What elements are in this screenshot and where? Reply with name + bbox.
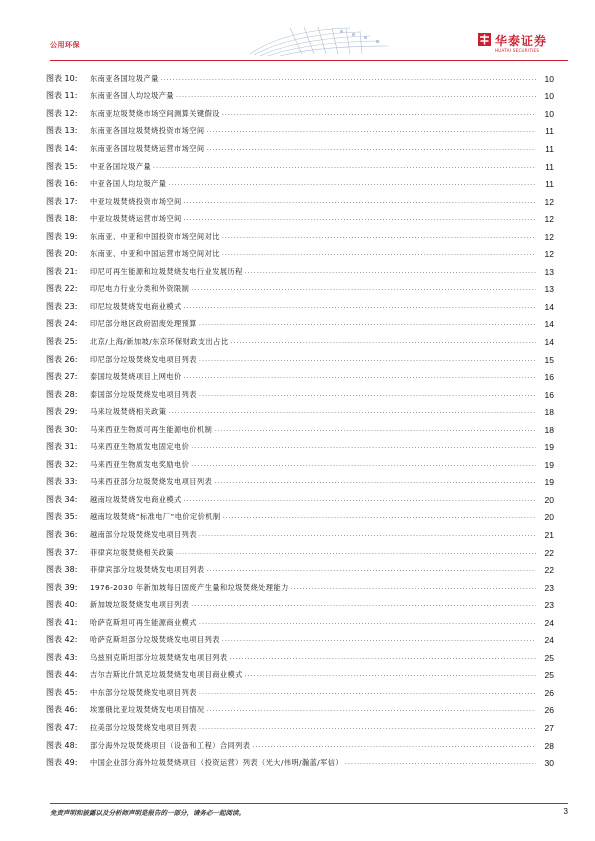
toc-entry-title[interactable]: 越南垃圾焚烧发电商业模式 . . . — [90, 495, 536, 505]
toc-entry[interactable] — [46, 158, 554, 176]
toc-entry[interactable] — [46, 544, 554, 562]
toc-entry-title[interactable]: 东南亚各国人均垃圾产量 . . . — [90, 91, 536, 101]
toc-entry-title[interactable]: 泰国部分垃圾焚烧发电项目列表 . . . — [90, 390, 536, 400]
toc-entry-title[interactable]: 马来垃圾焚烧相关政策 . . . — [90, 407, 536, 417]
toc-entry-label: 图表 29: — [46, 407, 78, 417]
toc-entry-title[interactable]: 北京/上海/新加坡/东京环保财政支出占比 . . . — [90, 337, 536, 347]
toc-entry[interactable] — [46, 526, 554, 544]
toc-entry[interactable] — [46, 632, 554, 650]
footer-divider — [50, 803, 568, 804]
toc-entry-label: 图表 24: — [46, 319, 78, 329]
toc-entry[interactable] — [46, 719, 554, 737]
toc-entry-page[interactable]: 28 — [536, 741, 554, 751]
toc-entry[interactable] — [46, 509, 554, 527]
toc-entry-title[interactable]: 泰国垃圾焚烧项目上网电价 . . . — [90, 372, 536, 382]
toc-entry[interactable] — [46, 333, 554, 351]
toc-entry[interactable] — [46, 245, 554, 263]
toc-entry[interactable] — [46, 456, 554, 474]
section-label: 公用环保 — [50, 41, 80, 49]
toc-entry-page[interactable]: 14 — [536, 319, 554, 329]
toc-entry-title[interactable]: 越南部分垃圾焚烧发电项目列表 . . . — [90, 530, 536, 540]
toc-entry-label: 图表 11: — [46, 91, 78, 101]
toc-entry-page[interactable]: 13 — [536, 284, 554, 294]
toc-entry-page[interactable]: 19 — [536, 477, 554, 487]
toc-entry[interactable] — [46, 140, 554, 158]
toc-entry-label: 图表 17: — [46, 196, 78, 206]
toc-entry-page[interactable]: 24 — [536, 618, 554, 628]
toc-entry-label: 图表 38: — [46, 565, 78, 575]
toc-entry-title[interactable]: 中亚各国人均垃圾产量 . . . — [90, 179, 536, 189]
toc-entry[interactable] — [46, 88, 554, 106]
toc-entry-page[interactable]: 26 — [536, 688, 554, 698]
toc-entry-page[interactable]: 25 — [536, 670, 554, 680]
header-divider — [50, 60, 568, 61]
toc-entry[interactable] — [46, 667, 554, 685]
brand-subtitle: HUATAI SECURITIES — [495, 48, 540, 53]
toc-entry[interactable] — [46, 474, 554, 492]
toc-entry[interactable] — [46, 210, 554, 228]
toc-entry-title[interactable]: 东南亚、中亚和中国运营市场空间对比 . . . — [90, 249, 536, 259]
toc-entry-page[interactable]: 25 — [536, 653, 554, 663]
toc-entry-label: 图表 46: — [46, 705, 78, 715]
toc-entry-title[interactable]: 马来西亚部分垃圾焚烧发电项目列表 . . . — [90, 477, 536, 487]
toc-entry-label: 图表 16: — [46, 179, 78, 189]
toc-entry[interactable] — [46, 579, 554, 597]
toc-entry-page[interactable]: 12 — [536, 232, 554, 242]
toc-entry-page[interactable]: 27 — [536, 723, 554, 733]
toc-entry-page[interactable]: 20 — [536, 512, 554, 522]
toc-entry-label: 图表 34: — [46, 494, 78, 504]
toc-entry-label: 图表 27: — [46, 372, 78, 382]
huatai-logo-icon — [478, 33, 491, 46]
toc-entry-page[interactable]: 12 — [536, 249, 554, 259]
toc-entry[interactable] — [46, 70, 554, 88]
toc-entry[interactable] — [46, 438, 554, 456]
toc-entry[interactable] — [46, 754, 554, 772]
toc-entry-title[interactable]: 越南垃圾焚烧“标准电厂”电价定价机制 . . . — [90, 512, 536, 522]
toc-entry-label: 图表 40: — [46, 600, 78, 610]
toc-entry-label: 图表 13: — [46, 126, 78, 136]
toc-entry-page[interactable]: 30 — [536, 758, 554, 768]
toc-entry-label: 图表 35: — [46, 512, 78, 522]
disclaimer-note: 免责声明和披露以及分析师声明是报告的一部分，请务必一起阅读。 — [50, 809, 245, 817]
toc-entry-title[interactable]: 印尼部分垃圾焚烧发电项目列表 . . . — [90, 355, 536, 365]
toc-entry-page[interactable]: 22 — [536, 565, 554, 575]
toc-entry-title[interactable]: 印尼电力行业分类和外资限制 . . . — [90, 284, 536, 294]
toc-entry-title[interactable]: 马来西亚生物质可再生能源电价机制 . . . — [90, 425, 536, 435]
toc-entry-label: 图表 12: — [46, 108, 78, 118]
toc-entry-label: 图表 44: — [46, 670, 78, 680]
toc-entry[interactable] — [46, 228, 554, 246]
toc-entry-label: 图表 33: — [46, 477, 78, 487]
toc-entry-title[interactable]: 菲律宾部分垃圾焚烧发电项目列表 . . . — [90, 565, 536, 575]
toc-entry-title[interactable]: 中亚各国垃圾产量 . . . — [90, 162, 536, 172]
toc-entry-page[interactable]: 16 — [536, 390, 554, 400]
toc-entry-title[interactable]: 东南亚各国垃圾产量 . . . — [90, 74, 536, 84]
toc-entry-title[interactable]: 哈萨克斯坦部分垃圾焚烧发电项目列表 . . . — [90, 635, 536, 645]
toc-entry[interactable] — [46, 105, 554, 123]
toc-entry[interactable] — [46, 263, 554, 281]
toc-entry-label: 图表 43: — [46, 652, 78, 662]
brand-name: 华泰证券 — [495, 34, 548, 48]
toc-entry-page[interactable]: 13 — [536, 267, 554, 277]
toc-entry[interactable] — [46, 491, 554, 509]
toc-entry-page[interactable]: 14 — [536, 337, 554, 347]
toc-entry-page[interactable]: 10 — [536, 74, 554, 84]
toc-entry-page[interactable]: 11 — [536, 144, 554, 154]
toc-entry[interactable] — [46, 298, 554, 316]
toc-entry-label: 图表 22: — [46, 284, 78, 294]
toc-entry-title[interactable]: 吉尔吉斯比什凯克垃圾焚烧发电项目商业模式 . . . — [90, 670, 536, 680]
toc-entry-label: 图表 26: — [46, 354, 78, 364]
toc-entry-page[interactable]: 11 — [536, 126, 554, 136]
toc-entry-title[interactable]: 东南亚垃圾焚烧市场空间测算关键假设 . . . — [90, 109, 536, 119]
toc-entry[interactable] — [46, 193, 554, 211]
toc-entry-title[interactable]: 哈萨克斯坦可再生能源商业模式 . . . — [90, 618, 536, 628]
toc-entry-label: 图表 37: — [46, 547, 78, 557]
toc-entry-page[interactable]: 10 — [536, 91, 554, 101]
toc-entry-label: 图表 15: — [46, 161, 78, 171]
toc-entry-title[interactable]: 印尼可再生能源和垃圾焚烧发电行业发展历程 . . . — [90, 267, 536, 277]
toc-entry[interactable] — [46, 175, 554, 193]
toc-entry-page[interactable]: 14 — [536, 302, 554, 312]
globe-line-art-icon — [240, 24, 390, 56]
toc-entry[interactable] — [46, 386, 554, 404]
page-number: 3 — [563, 807, 568, 816]
page-header — [0, 0, 595, 60]
toc-entry-label: 图表 32: — [46, 459, 78, 469]
toc-entry-label: 图表 18: — [46, 214, 78, 224]
toc-entry-title[interactable]: 马来西亚生物质发电固定电价 . . . — [90, 442, 536, 452]
toc-entry-title[interactable]: 印尼垃圾焚烧发电商业模式 . . . — [90, 302, 536, 312]
toc-entry-label: 图表 25: — [46, 336, 78, 346]
toc-entry-page[interactable]: 24 — [536, 635, 554, 645]
toc-entry[interactable] — [46, 421, 554, 439]
toc-entry-label: 图表 23: — [46, 301, 78, 311]
toc-entry-label: 图表 49: — [46, 758, 78, 768]
toc-entry-page[interactable]: 22 — [536, 548, 554, 558]
toc-entry-page[interactable]: 18 — [536, 407, 554, 417]
toc-entry-label: 图表 20: — [46, 249, 78, 259]
toc-entry-title[interactable]: 东南亚各国垃圾焚烧运营市场空间 . . . — [90, 144, 536, 154]
toc-entry-title[interactable]: 乌兹别克斯坦部分垃圾焚烧发电项目列表 . . . — [90, 653, 536, 663]
toc-entry-page[interactable]: 23 — [536, 600, 554, 610]
toc-entry-page[interactable]: 15 — [536, 355, 554, 365]
toc-entry-label: 图表 36: — [46, 529, 78, 539]
toc-entry[interactable] — [46, 316, 554, 334]
toc-entry-title[interactable]: 马来西亚生物质发电奖励电价 . . . — [90, 460, 536, 470]
toc-entry-label: 图表 47: — [46, 723, 78, 732]
figure-index-list — [46, 70, 554, 772]
toc-entry-page[interactable]: 16 — [536, 372, 554, 382]
toc-entry[interactable] — [46, 561, 554, 579]
toc-entry-title[interactable]: 部分海外垃圾焚烧项目（设备和工程）合同列表 . . . — [90, 741, 536, 751]
toc-entry-label: 图表 30: — [46, 424, 78, 434]
toc-entry[interactable] — [46, 737, 554, 755]
toc-entry-title[interactable]: 中亚垃圾焚烧投资市场空间 . . . — [90, 197, 536, 207]
toc-entry-page[interactable]: 19 — [536, 460, 554, 470]
toc-entry[interactable] — [46, 684, 554, 702]
toc-entry-label: 图表 14: — [46, 143, 78, 153]
toc-entry-page[interactable]: 21 — [536, 530, 554, 540]
toc-entry-title[interactable]: 1976-2030 年新加坡每日固废产生量和垃圾焚烧处理能力 . . . — [90, 583, 536, 593]
toc-entry-title[interactable]: 中东部分垃圾焚烧发电项目列表 . . . — [90, 688, 536, 698]
toc-entry-title[interactable]: 埃塞俄比亚垃圾焚烧发电项目情况 . . . — [90, 705, 536, 715]
toc-entry-label: 图表 48: — [46, 740, 78, 750]
toc-entry-label: 图表 45: — [46, 687, 78, 697]
toc-entry[interactable] — [46, 649, 554, 667]
toc-entry[interactable] — [46, 281, 554, 299]
toc-entry-page[interactable]: 26 — [536, 705, 554, 715]
toc-entry-label: 图表 28: — [46, 389, 78, 399]
toc-entry-title[interactable]: 东南亚、中亚和中国投资市场空间对比 . . . — [90, 232, 536, 242]
toc-entry[interactable] — [46, 403, 554, 421]
toc-entry-title[interactable]: 新加坡垃圾焚烧发电项目列表 . . . — [90, 600, 536, 610]
toc-entry-label: 图表 19: — [46, 231, 78, 241]
toc-entry-title[interactable]: 东南亚各国垃圾焚烧投资市场空间 . . . — [90, 126, 536, 136]
toc-entry-page[interactable]: 19 — [536, 442, 554, 452]
toc-entry-label: 图表 41: — [46, 617, 78, 627]
toc-entry-title[interactable]: 菲律宾垃圾焚烧相关政策 . . . — [90, 548, 536, 558]
toc-entry-page[interactable]: 18 — [536, 425, 554, 435]
toc-entry-title[interactable]: 印尼部分地区政府固废处理预算 . . . — [90, 319, 536, 329]
toc-entry[interactable] — [46, 596, 554, 614]
toc-entry[interactable] — [46, 123, 554, 141]
toc-entry-label: 图表 31: — [46, 442, 78, 452]
toc-entry-page[interactable]: 23 — [536, 583, 554, 593]
toc-entry-page[interactable]: 12 — [536, 197, 554, 207]
toc-entry-page[interactable]: 11 — [536, 162, 554, 172]
toc-entry-label: 图表 10: — [46, 73, 78, 83]
toc-entry-page[interactable]: 12 — [536, 214, 554, 224]
toc-entry[interactable] — [46, 351, 554, 369]
toc-entry-label: 图表 21: — [46, 266, 78, 276]
toc-entry[interactable] — [46, 702, 554, 720]
toc-entry-title[interactable]: 中国企业部分海外垃圾焚烧项目（投资运营）列表（光大/伟明/瀚蓝/军信） . . . — [90, 758, 536, 768]
toc-entry-label: 图表 39: — [46, 582, 78, 592]
toc-entry-title[interactable]: 中亚垃圾焚烧运营市场空间 . . . — [90, 214, 536, 224]
brand-logo — [478, 31, 568, 57]
toc-entry-page[interactable]: 10 — [536, 109, 554, 119]
toc-entry-label: 图表 42: — [46, 635, 78, 645]
toc-entry[interactable] — [46, 368, 554, 386]
toc-entry-title[interactable]: 拉美部分垃圾焚烧发电项目列表 . . . — [90, 723, 536, 733]
toc-entry-page[interactable]: 11 — [536, 179, 554, 189]
toc-entry-page[interactable]: 20 — [536, 495, 554, 505]
toc-entry[interactable] — [46, 614, 554, 632]
